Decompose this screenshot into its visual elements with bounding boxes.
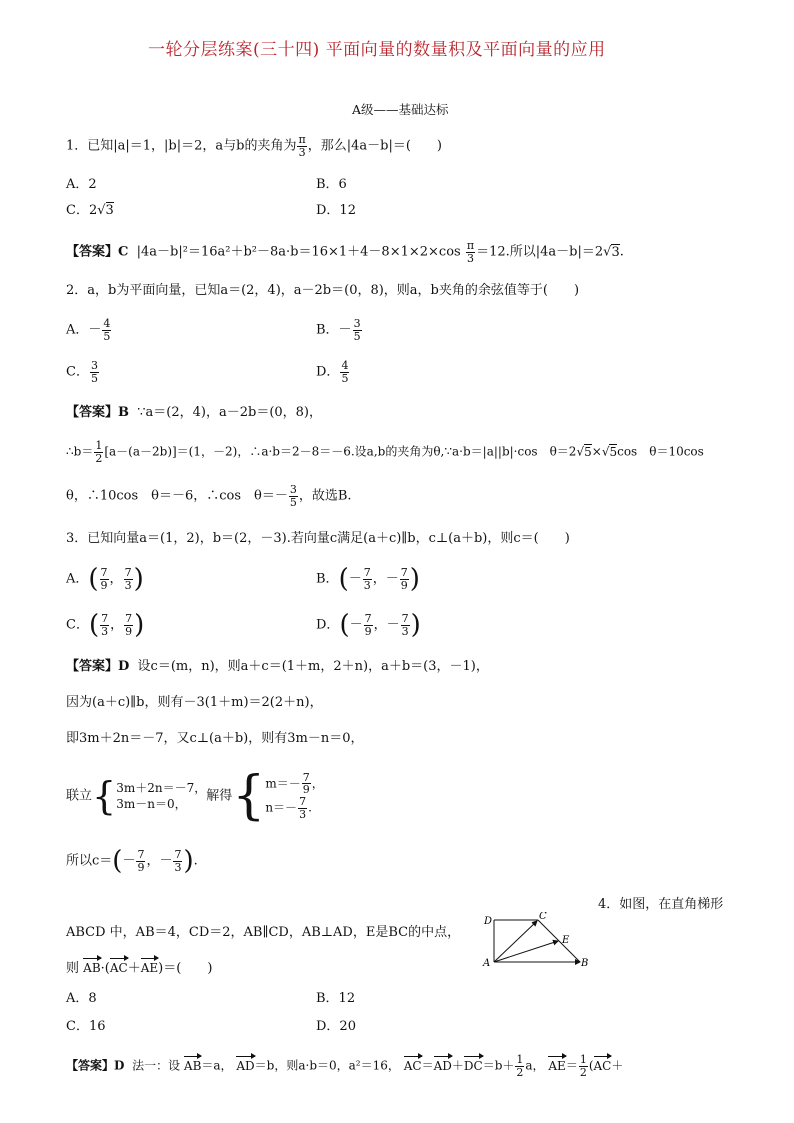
q2-option-d: D． $\frac{4}{5}$ [316, 359, 349, 385]
vector-ae [494, 941, 558, 962]
label-e: E [562, 935, 570, 946]
question-1-stem: 1．已知|a|＝1，|b|＝2，a与b的夹角为 $\frac{\pi}{3}$ ，那么|4a－b|＝( ) [66, 133, 442, 159]
q1-option-b: B．6 [316, 177, 347, 192]
q4-option-d: D．20 [316, 1019, 356, 1034]
page-title: 一轮分层练案(三十四) 平面向量的数量积及平面向量的应用 [148, 40, 606, 60]
label-b: B [581, 958, 589, 969]
q4-option-c: C．16 [66, 1019, 106, 1034]
question-4-stem-c: 则 AB·(AC＋AE)＝( ) [66, 958, 212, 975]
q3-answer-line1: 【答案】D 设c＝(m，n)，则a＋c＝(1＋m，2＋n)，a＋b＝(3，－1)， [66, 659, 489, 674]
q4-answer: 【答案】D 法一：设 AB＝a， AD＝b，则a·b＝0，a²＝16， AC＝AD＋DC＝b＋ $\frac{1}{2}$ a， AE＝ $\frac{1}{2}$ (AC＋ [66, 1053, 624, 1079]
q3-option-d: D．(－ $\frac{7}{9}$ ，－ $\frac{7}{3}$ ) [316, 610, 421, 640]
question-2-stem: 2．a，b为平面向量，已知a＝(2，4)，a－2b＝(0，8)，则a，b夹角的余弦值等于( ) [66, 283, 580, 298]
q1-option-c: C．2√3 [66, 203, 114, 218]
label-c: C [539, 912, 547, 922]
q3-answer-line2: 因为(a＋c)∥b，则有－3(1＋m)＝2(2＋n)， [66, 695, 323, 710]
section-level: A级——基础达标 [352, 102, 449, 117]
q4-option-b: B．12 [316, 991, 356, 1006]
q3-option-c: C．( $\frac{7}{3}$ ， $\frac{7}{9}$ ) [66, 610, 145, 640]
q3-answer-line3: 即3m＋2n＝－7，又c⊥(a＋b)，则有3m－n＝0， [66, 731, 364, 746]
edge-cb [538, 920, 580, 962]
vector-ac [494, 921, 537, 962]
q2-option-c: C． $\frac{3}{5}$ [66, 359, 98, 385]
q1-answer: 【答案】C |4a－b|²＝16a²＋b²－8a·b＝16×1＋4－8×1×2×cos $\frac{\pi}{3}$ ＝12.所以|4a－b|＝2√3. [66, 239, 624, 265]
q3-option-b: B．(－ $\frac{7}{3}$ ，－ $\frac{7}{9}$ ) [316, 564, 420, 594]
question-3-stem: 3．已知向量a＝(1，2)，b＝(2，－3).若向量c满足(a＋c)∥b，c⊥(a＋b)，则c＝( ) [66, 531, 570, 546]
q4-option-a: A．8 [66, 991, 97, 1006]
q2-option-b: B．－ $\frac{3}{5}$ [316, 317, 361, 343]
q1-option-d: D．12 [316, 203, 356, 218]
question-4-stem-a: 4．如图，在直角梯形 [598, 897, 724, 912]
q3-option-a: A．( $\frac{7}{9}$ ， $\frac{7}{3}$ ) [66, 564, 144, 594]
q3-final: 所以c＝(－ $\frac{7}{9}$ ，－ $\frac{7}{3}$ ). [66, 846, 198, 876]
label-a: A [483, 958, 491, 969]
trapezoid-figure [480, 912, 600, 972]
q2-answer-line1: 【答案】B ∵a＝(2，4)，a－2b＝(0，8)， [66, 405, 323, 420]
q3-system: 联立{ 3m＋2n＝－7， 3m－n＝0， 解得{ m＝－ $\frac{7}{9}$ ， n＝－ $\frac{7}{3}$ . [66, 766, 324, 826]
q2-answer-line2: ∴b＝ $\frac{1}{2}$ [a－(a－2b)]＝(1，－2)，∴a·b＝2－8＝－6.设a,b的夹角为θ,∵a·b＝|a||b|·cos θ＝2√5×√5cos θ＝10cos [66, 439, 704, 465]
question-4-stem-b: ABCD 中，AB＝4，CD＝2，AB∥CD，AB⊥AD，E是BC的中点， [66, 925, 461, 940]
q2-answer-line3: θ，∴10cos θ＝－6，∴cos θ＝－ $\frac{3}{5}$ ，故选B. [66, 483, 352, 509]
q1-option-a: A．2 [66, 177, 97, 192]
label-d: D [484, 916, 493, 927]
q2-option-a: A．－ $\frac{4}{5}$ [66, 317, 111, 343]
